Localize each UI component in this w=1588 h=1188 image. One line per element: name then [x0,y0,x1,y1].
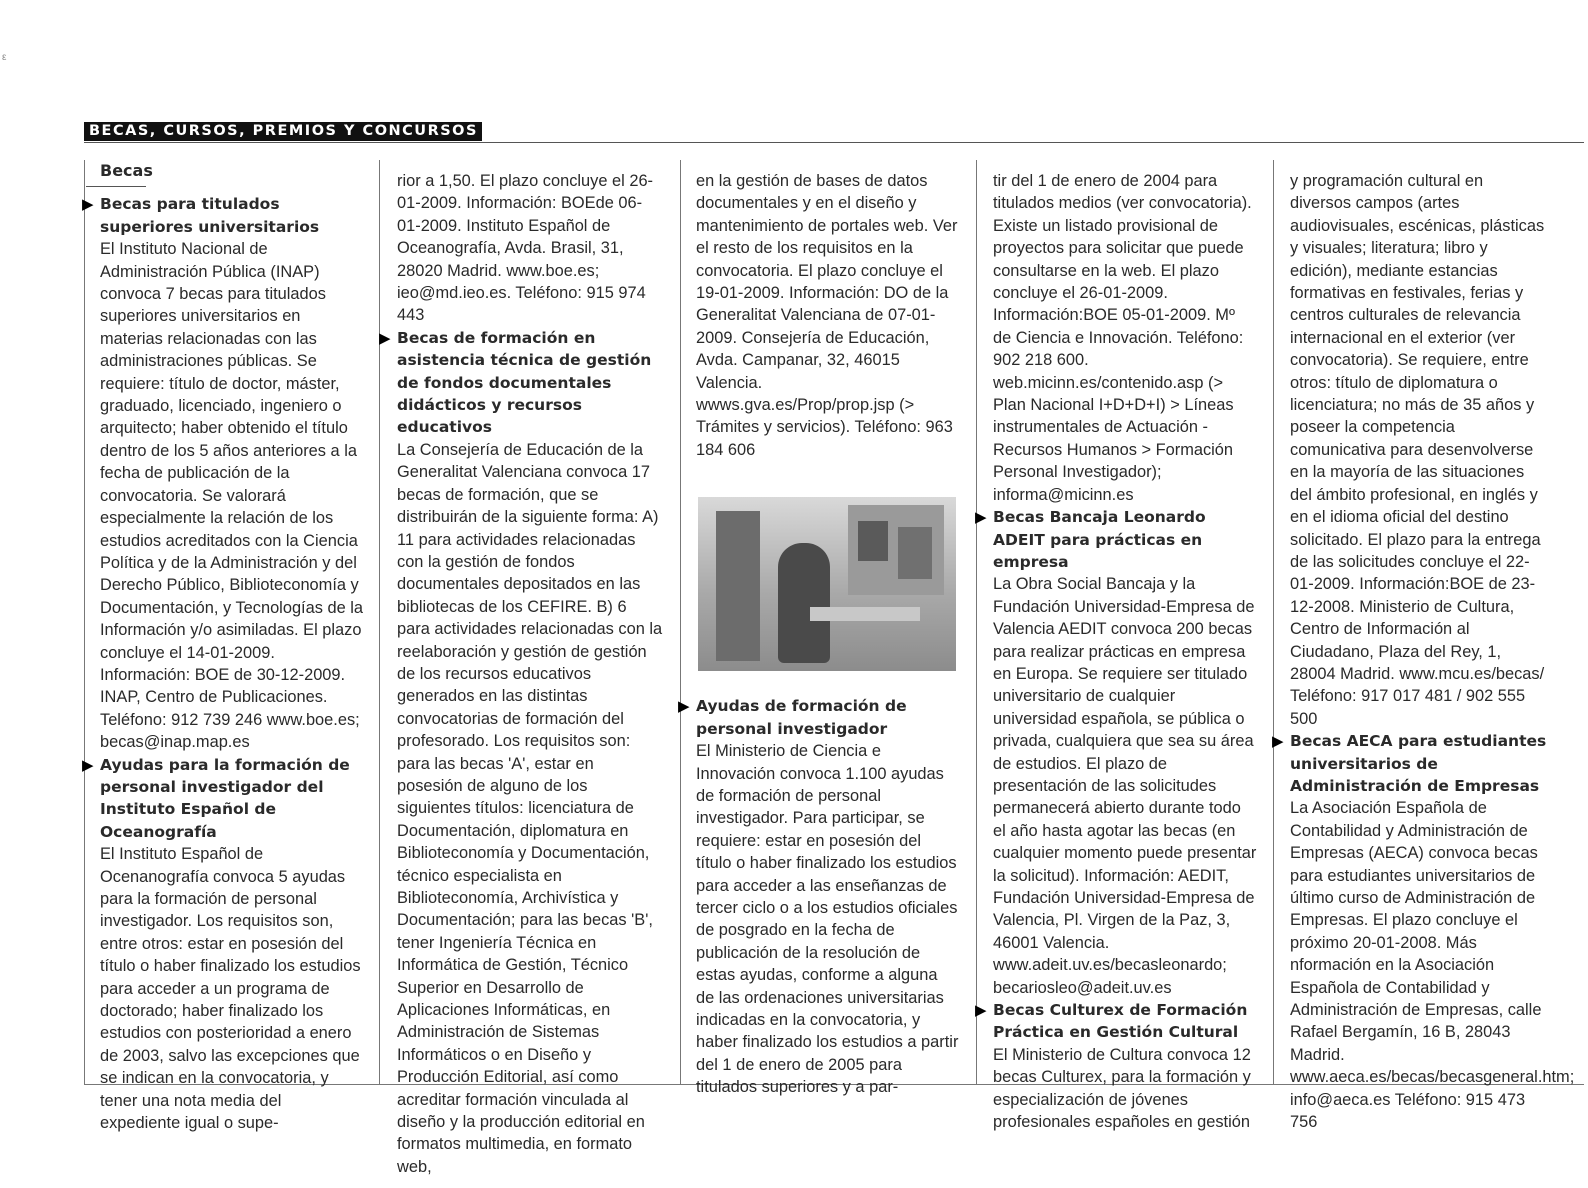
item-body: El Instituto Español de Ocenanografía convoca 5 ayudas para la formación de personal investigador. Los requisitos son, entre otros: estar en posesión del título o haber finalizado los estudios para acceder a un programa de doctorado; haber finalizado los estudios con posterioridad a enero de 2003, salvo las excepciones que se indican en la convocatoria, y tener una nota media del expediente igual o supe- [100,845,361,1133]
item-body: El Instituto Nacional de Administración Pública (INAP) convoca 7 becas para titulados superiores universitarios en materias relacionadas con las administraciones públicas. Se requiere: título de doctor, máster, graduado, licenciado, ingeniero o arquitecto; haber obtenido el título dentro de los 5 años anteriores a la fecha de publicación de la convocatoria. Se valorará especialmente la relación de los estudios acreditados con la Ciencia Política y de la Administración y del Derecho Público, Biblioteconomía y Documentación, y Tecnologías de la Información y/o asimiladas. El plazo concluye el 14-01-2009. Información: BOE de 30-12-2009. INAP, Centro de Publicaciones. Teléfono: 912 739 246 www.boe.es; becas@inap.map.es [100,240,364,752]
arrow-bullet-icon: ▶ [1272,732,1284,751]
column-4 [975,170,1257,1132]
arrow-bullet-icon: ▶ [379,328,391,347]
item-title [975,506,1257,573]
item-title [1272,730,1548,797]
continued-text: rior a 1,50. El plazo concluye el 26-01-2009. Información: BOEde 06-01-2009. Instituto Español de Oceanografía, Avda. Brasil, 31, 28020 Madrid. www.boe.es; ieo@md.ieo.es. Teléfono: 915 974 443 [397,172,654,325]
item-title [379,327,663,439]
category-rule [86,186,146,187]
item-title-text: Ayudas para la formación de personal investigador del Instituto Español de Oceanografía [100,755,350,841]
item-body: El Ministerio de Ciencia e Innovación convoca 1.100 ayudas de formación de personal investigador. Para participar, se requiere: estar en posesión del título o haber finalizado los estudios para acceder a las enseñanzas de tercer ciclo o a los estudios oficiales de posgrado en la fecha de publicación de la resolución de estas ayudas, conforme a alguna de las ordenaciones universitarias indicadas en la convocatoria, y haber finalizado los estudios a partir del 1 de enero de 2005 para titulados superiores y a par- [696,742,959,1097]
column-divider [976,160,977,1084]
continued-text: en la gestión de bases de datos documentales y en el diseño y mantenimiento de portales web. Ver el resto de los requisitos en la convocatoria. El plazo concluye el 19-01-2009. Información: DO de la Generalitat Valenciana de 07-01-2009. Consejería de Educación, Avda. Campanar, 32, 46015 Valencia. wwws.gva.es/Prop/prop.jsp (> Trámites y servicios). Teléfono: 963 184 606 [696,172,958,459]
item-title-text: Becas Bancaja Leonardo ADEIT para prácticas en empresa [993,508,1206,571]
category-heading: Becas [100,161,153,180]
column-divider [1273,160,1274,1084]
column-5 [1272,170,1575,1132]
item-title-text: Ayudas de formación de personal investigador [696,697,907,738]
column-divider [379,160,380,1084]
column-3 [678,170,960,1097]
arrow-bullet-icon: ▶ [678,697,690,716]
column-divider [680,160,681,1084]
arrow-bullet-icon: ▶ [82,195,94,214]
item-title [975,999,1257,1044]
arrow-bullet-icon: ▶ [975,1001,987,1020]
arrow-bullet-icon: ▶ [975,508,987,527]
news-photo [698,497,956,671]
arrow-bullet-icon: ▶ [82,755,94,774]
item-title [82,754,364,844]
item-title [82,193,364,238]
item-body: La Asociación Española de Contabilidad y Administración de Empresas (AECA) convoca becas para estudiantes universitarios de último curso de Administración de Empresas. El plazo concluye el próximo 20-01-2008. Más nformación en la Asociación Española de Contabilidad y Administración de Empresas, calle Rafael Bergamín, 16 B, 28043 Madrid. www.aeca.es/becas/becasgeneral.htm; info@aeca.es Teléfono: 915 473 756 [1290,799,1575,1132]
item-title-text: Becas para titulados superiores universitarios [100,195,320,236]
scan-edge-mark: ε [2,52,7,63]
item-title-text: Becas AECA para estudiantes universitarios de Administración de Empresas [1290,732,1547,795]
continued-text: y programación cultural en diversos campos (artes audiovisuales, escénicas, plásticas y visuales; literatura; libro y edición), mediante estancias formativas en festivales, ferias y centros culturales de relevancia internacional en el exterior (ver convocatoria). Se requiere, entre otros: título de diplomatura o licenciatura; no más de 35 años y poseer la competencia comunicativa para desenvolverse en la mayoría de las situaciones del ámbito profesional, en inglés y en el idioma oficial del destino solicitado. El plazo para la entrega de las solicitudes concluye el 22-01-2009. Información:BOE de 23-12-2008. Ministerio de Cultura, Centro de Información al Ciudadano, Plaza del Rey, 1, 28004 Madrid. www.mcu.es/becas/ Teléfono: 917 017 481 / 902 555 500 [1290,172,1545,728]
column-2 [379,170,663,1176]
column-1 [82,160,364,1133]
item-body: El Ministerio de Cultura convoca 12 becas Culturex, para la formación y especialización de jóvenes profesionales españoles en gestión [993,1045,1251,1132]
section-header-label: BECAS, CURSOS, PREMIOS Y CONCURSOS [84,122,482,141]
continued-text: tir del 1 de enero de 2004 para titulados medios (ver convocatoria). Existe un listado provisional de proyectos para solicitar que puede consultarse en la web. El plazo concluye el 26-01-2009. Información:BOE 05-01-2009. Mº de Ciencia e Innovación. Teléfono: 902 218 600. web.micinn.es/contenido.asp (> Plan Nacional I+D+D+I) > Líneas instrumentales de Actuación - Recursos Humanos > Formación Personal Investigador); informa@micinn.es [993,172,1252,504]
item-title-text: Becas Culturex de Formación Práctica en Gestión Cultural [993,1001,1248,1042]
item-body: La Obra Social Bancaja y la Fundación Universidad-Empresa de Valencia AEDIT convoca 200 becas para realizar prácticas en empresa en Europa. Se requiere ser titulado universitario de cualquier universidad española, se pública o privada, cualquiera que sea su área de estudios. El plazo de presentación de las solicitudes permanecerá abierto durante todo el año hasta agotar las becas (en cualquier momento puede presentar la solicitud). Información: AEDIT, Fundación Universidad-Empresa de Valencia, Pl. Virgen de la Paz, 3, 46001 Valencia. www.adeit.uv.es/becasleonardo; becariosleo@adeit.uv.es [993,575,1257,997]
item-body: La Consejería de Educación de la Generalitat Valenciana convoca 17 becas de formación, que se distribuirán de la siguiente forma: A) 11 para actividades relacionadas con la gestión de fondos documentales depositados en las bibliotecas de los CEFIRE. B) 6 para actividades relacionadas con la reelaboración y gestión de gestión de los recursos educativos generados en las distintas convocatorias de formación del profesorado. Los requisitos son: para las becas 'A', estar en posesión de alguno de los siguientes títulos: licenciatura de Documentación, diplomatura en Biblioteconomía y Documentación, técnico especialista en Biblioteconomía, Archivística y Documentación; para las becas 'B', tener Ingeniería Técnica en Informática de Gestión, Técnico Superior en Desarrollo de Aplicaciones Informáticas, en Administración de Sistemas Informáticos o en Diseño y Producción Editorial, así como acreditar formación vinculada al diseño y la producción editorial en formatos multimedia, en formato web, [397,440,663,1176]
section-header [84,122,1584,143]
item-title [678,695,960,740]
item-title-text: Becas de formación en asistencia técnica de gestión de fondos documentales didácticos y recursos educativos [397,328,652,437]
column-divider [84,160,85,1084]
